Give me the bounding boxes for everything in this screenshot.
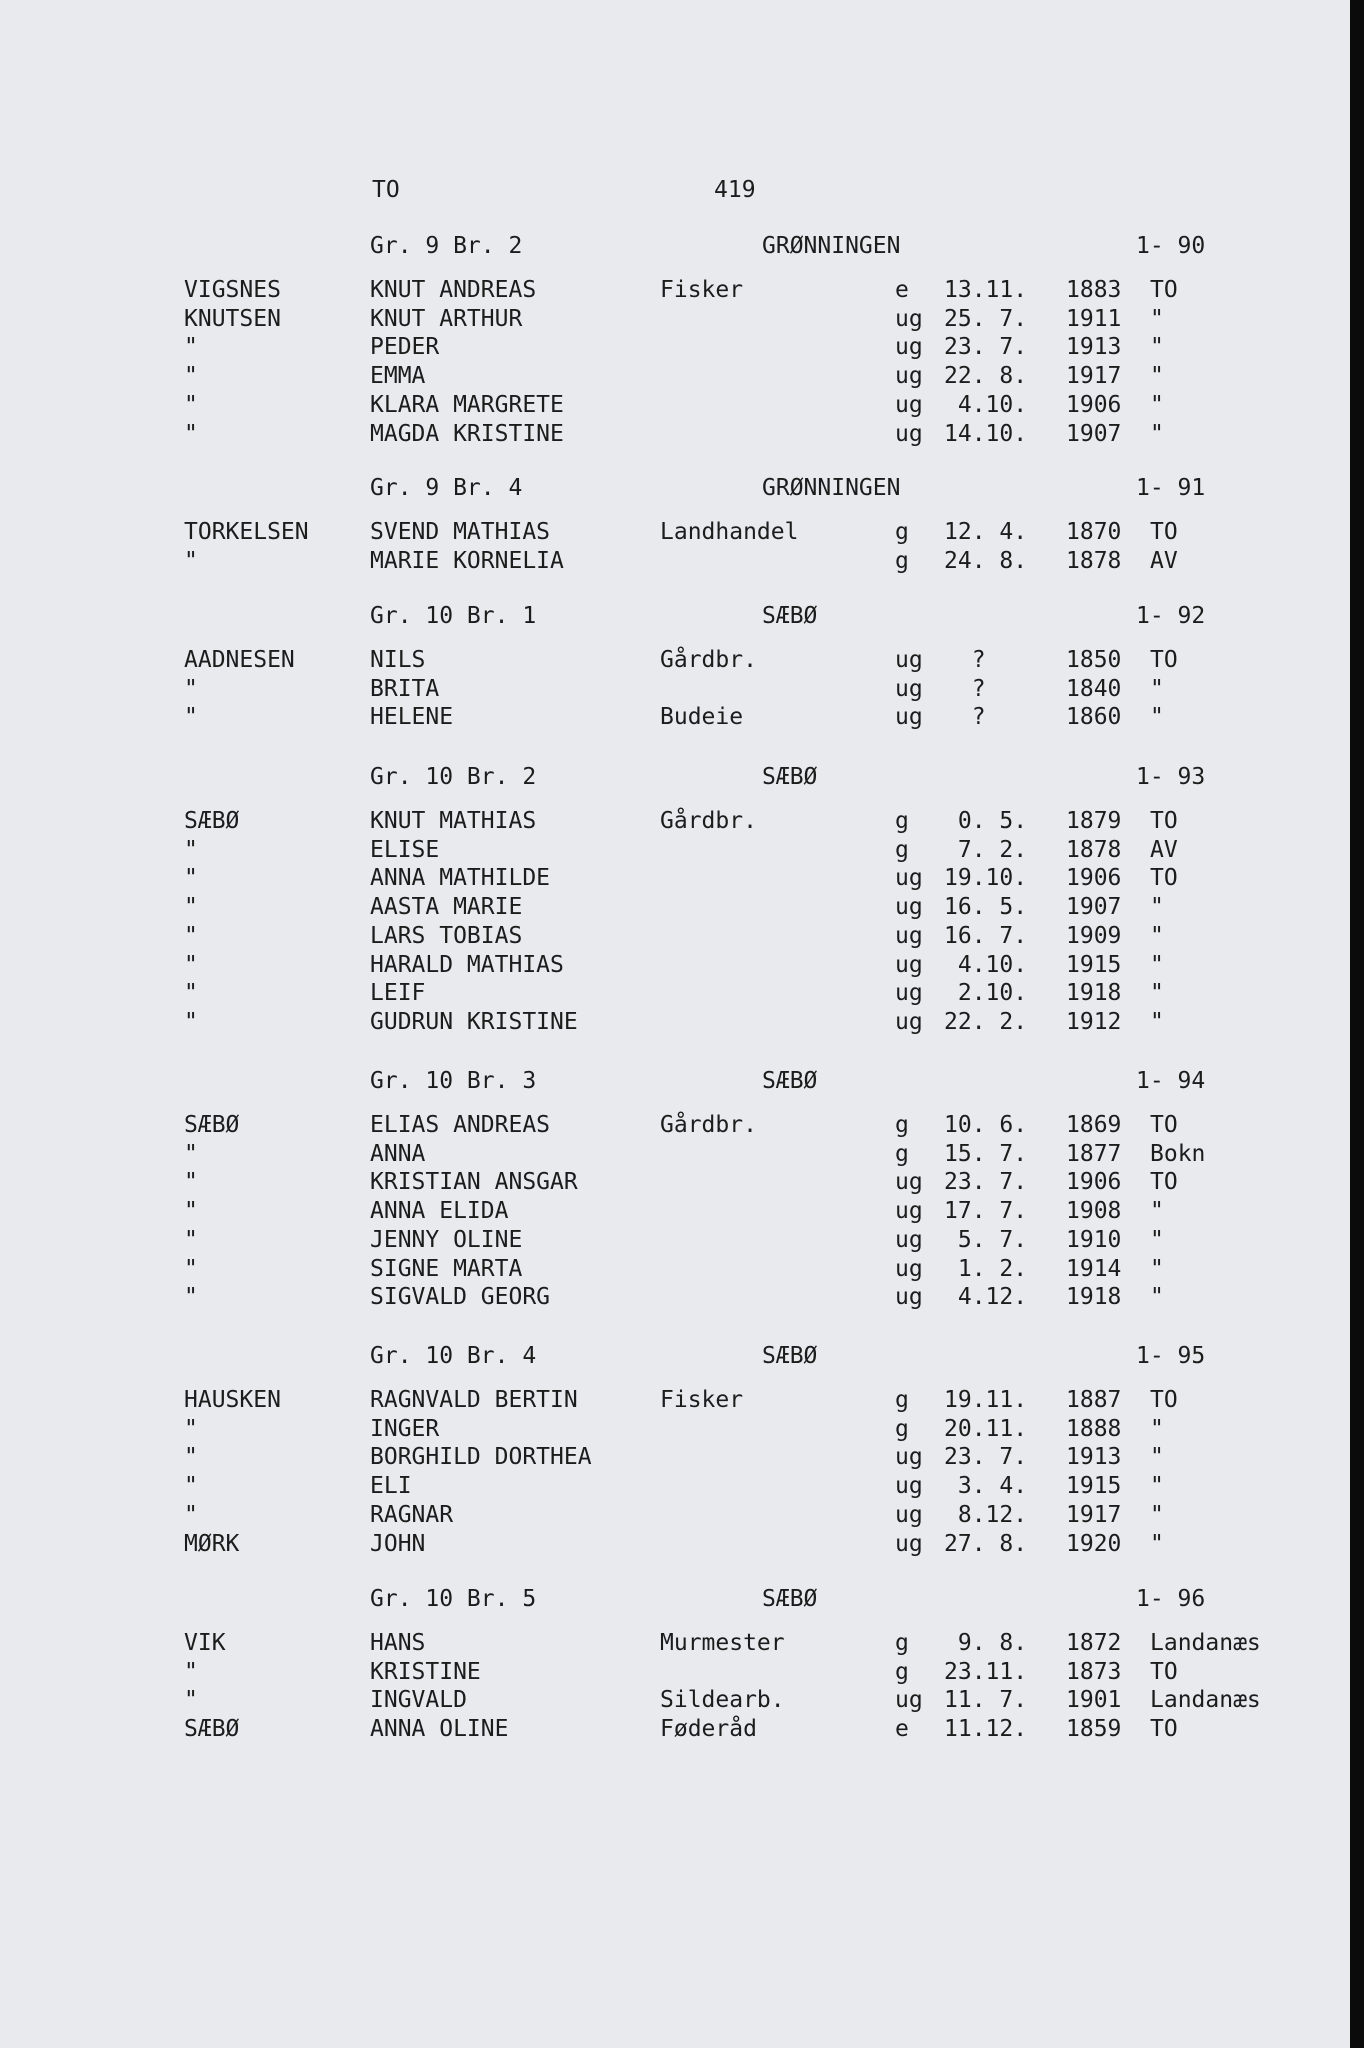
birth-date: 27. 8. (944, 1530, 1028, 1557)
birth-date: 19.10. (944, 865, 1028, 892)
farm-name: SÆBØ (762, 1068, 818, 1094)
birth-year: 1878 (1066, 836, 1122, 863)
surname: " (184, 1501, 198, 1528)
surname: " (184, 1687, 198, 1714)
marital-status: g (895, 808, 909, 834)
marital-status: g (895, 1387, 909, 1413)
birth-place: " (1150, 980, 1164, 1007)
marital-status: ug (895, 865, 923, 892)
marital-status: ug (895, 647, 923, 673)
given-names: SIGVALD GEORG (370, 1284, 551, 1311)
birth-date: 15. 7. (944, 1140, 1028, 1167)
birth-place: TO (1150, 808, 1178, 834)
marital-status: g (895, 547, 909, 574)
occupation: Landhandel (660, 519, 799, 545)
surname: " (184, 334, 198, 361)
person-row (0, 703, 1350, 731)
birth-year: 1913 (1066, 1444, 1122, 1471)
household-code: 1- 95 (1136, 1343, 1206, 1369)
person-row (0, 305, 1350, 333)
person-row (0, 1443, 1350, 1471)
surname: " (184, 704, 198, 731)
person-row (0, 1686, 1350, 1714)
birth-year: 1906 (1066, 865, 1122, 892)
given-names: RAGNVALD BERTIN (370, 1387, 578, 1413)
person-row (0, 518, 1350, 546)
birth-year: 1879 (1066, 808, 1122, 834)
person-row (0, 1501, 1350, 1529)
household-code: 1- 90 (1136, 233, 1206, 259)
given-names: HELENE (370, 704, 454, 731)
birth-place: " (1150, 922, 1164, 949)
birth-place: " (1150, 1284, 1164, 1311)
scan-edge (1350, 0, 1364, 2048)
surname: " (184, 1444, 198, 1471)
section-header (0, 228, 1350, 262)
surname: VIGSNES (184, 277, 281, 303)
marital-status: g (895, 1658, 909, 1685)
birth-year: 1888 (1066, 1415, 1122, 1442)
marital-status: ug (895, 363, 923, 390)
surname: " (184, 391, 198, 418)
surname: SÆBØ (184, 808, 240, 834)
occupation: Gårdbr. (660, 647, 757, 673)
birth-year: 1887 (1066, 1387, 1122, 1413)
birth-place: AV (1150, 547, 1178, 574)
birth-date: 0. 5. (944, 808, 1028, 834)
birth-place: " (1150, 1255, 1164, 1282)
surname: " (184, 1284, 198, 1311)
marital-status: g (895, 836, 909, 863)
property-number: Gr. 10 Br. 3 (370, 1068, 537, 1094)
page-number: 419 (714, 177, 756, 203)
birth-place: Bokn (1150, 1140, 1206, 1167)
marital-status: g (895, 1630, 909, 1656)
surname: " (184, 1140, 198, 1167)
birth-place: " (1150, 1501, 1164, 1528)
marital-status: ug (895, 675, 923, 702)
birth-place: " (1150, 704, 1164, 731)
section-header (0, 470, 1350, 504)
household-code: 1- 93 (1136, 764, 1206, 790)
marital-status: ug (895, 1687, 923, 1714)
birth-year: 1918 (1066, 1284, 1122, 1311)
given-names: KLARA MARGRETE (370, 391, 564, 418)
marital-status: e (895, 277, 909, 303)
given-names: KRISTIAN ANSGAR (370, 1169, 578, 1196)
birth-place: Landanæs (1150, 1687, 1261, 1714)
farm-name: GRØNNINGEN (762, 233, 901, 259)
birth-date: 8.12. (944, 1501, 1028, 1528)
birth-place: TO (1150, 1112, 1178, 1138)
birth-year: 1920 (1066, 1530, 1122, 1557)
birth-year: 1918 (1066, 980, 1122, 1007)
marital-status: ug (895, 1444, 923, 1471)
birth-year: 1901 (1066, 1687, 1122, 1714)
birth-place: " (1150, 334, 1164, 361)
person-row (0, 675, 1350, 703)
birth-date: 23. 7. (944, 334, 1028, 361)
birth-date: 11. 7. (944, 1687, 1028, 1714)
birth-date: 19.11. (944, 1387, 1028, 1413)
surname: SÆBØ (184, 1716, 240, 1743)
surname: " (184, 363, 198, 390)
person-row (0, 420, 1350, 448)
person-row (0, 362, 1350, 390)
surname: " (184, 675, 198, 702)
birth-year: 1877 (1066, 1140, 1122, 1167)
section-header (0, 1063, 1350, 1097)
birth-date: 7. 2. (944, 836, 1028, 863)
marital-status: g (895, 1415, 909, 1442)
given-names: AASTA MARIE (370, 894, 523, 921)
birth-place: " (1150, 391, 1164, 418)
birth-place: " (1150, 1198, 1164, 1225)
surname: MØRK (184, 1530, 240, 1557)
marital-status: e (895, 1716, 909, 1743)
birth-year: 1912 (1066, 1008, 1122, 1035)
given-names: NILS (370, 647, 426, 673)
marital-status: ug (895, 420, 923, 447)
marital-status: ug (895, 1255, 923, 1282)
given-names: GUDRUN KRISTINE (370, 1008, 578, 1035)
person-row (0, 276, 1350, 304)
birth-date: 13.11. (944, 277, 1028, 303)
birth-year: 1911 (1066, 305, 1122, 332)
birth-place: " (1150, 951, 1164, 978)
given-names: RAGNAR (370, 1501, 454, 1528)
surname: HAUSKEN (184, 1387, 281, 1413)
household-code: 1- 94 (1136, 1068, 1206, 1094)
birth-place: " (1150, 363, 1164, 390)
birth-place: TO (1150, 865, 1178, 892)
given-names: KNUT ANDREAS (370, 277, 537, 303)
person-row (0, 922, 1350, 950)
birth-place: " (1150, 305, 1164, 332)
farm-name: GRØNNINGEN (762, 475, 901, 501)
occupation: Fisker (660, 277, 744, 303)
occupation: Føderåd (660, 1716, 757, 1743)
farm-name: SÆBØ (762, 1343, 818, 1369)
surname: " (184, 1226, 198, 1253)
surname: " (184, 951, 198, 978)
birth-date: 16. 5. (944, 894, 1028, 921)
given-names: ANNA OLINE (370, 1716, 509, 1743)
given-names: ANNA ELIDA (370, 1198, 509, 1225)
occupation: Gårdbr. (660, 808, 757, 834)
header-left: TO (372, 177, 400, 203)
household-code: 1- 91 (1136, 475, 1206, 501)
given-names: EMMA (370, 363, 426, 390)
marital-status: g (895, 1112, 909, 1138)
marital-status: ug (895, 980, 923, 1007)
surname: " (184, 1198, 198, 1225)
given-names: KNUT ARTHUR (370, 305, 523, 332)
surname: " (184, 865, 198, 892)
person-row (0, 547, 1350, 575)
birth-place: " (1150, 420, 1164, 447)
birth-year: 1872 (1066, 1630, 1122, 1656)
birth-place: " (1150, 1530, 1164, 1557)
given-names: INGVALD (370, 1687, 467, 1714)
person-row (0, 1283, 1350, 1311)
household-code: 1- 96 (1136, 1586, 1206, 1612)
birth-place: " (1150, 1473, 1164, 1500)
birth-date: 23.11. (944, 1658, 1028, 1685)
person-row (0, 391, 1350, 419)
marital-status: ug (895, 391, 923, 418)
marital-status: ug (895, 334, 923, 361)
occupation: Fisker (660, 1387, 744, 1413)
birth-year: 1869 (1066, 1112, 1122, 1138)
person-row (0, 1111, 1350, 1139)
person-row (0, 1255, 1350, 1283)
birth-year: 1878 (1066, 547, 1122, 574)
person-row (0, 1415, 1350, 1443)
birth-place: " (1150, 1444, 1164, 1471)
person-row (0, 1658, 1350, 1686)
birth-date: ? (944, 647, 986, 673)
given-names: ELIAS ANDREAS (370, 1112, 551, 1138)
person-row (0, 333, 1350, 361)
farm-name: SÆBØ (762, 1586, 818, 1612)
birth-date: ? (944, 704, 986, 731)
birth-year: 1915 (1066, 951, 1122, 978)
surname: " (184, 1169, 198, 1196)
given-names: KNUT MATHIAS (370, 808, 537, 834)
given-names: PEDER (370, 334, 440, 361)
birth-place: " (1150, 675, 1164, 702)
birth-date: 5. 7. (944, 1226, 1028, 1253)
birth-date: 20.11. (944, 1415, 1028, 1442)
marital-status: g (895, 519, 909, 545)
surname: AADNESEN (184, 647, 295, 673)
birth-date: 4.12. (944, 1284, 1028, 1311)
given-names: MARIE KORNELIA (370, 547, 564, 574)
surname: " (184, 420, 198, 447)
birth-place: AV (1150, 836, 1178, 863)
property-number: Gr. 10 Br. 4 (370, 1343, 537, 1369)
given-names: KRISTINE (370, 1658, 481, 1685)
person-row (0, 836, 1350, 864)
marital-status: ug (895, 1198, 923, 1225)
birth-date: 12. 4. (944, 519, 1028, 545)
occupation: Sildearb. (660, 1687, 785, 1714)
property-number: Gr. 10 Br. 5 (370, 1586, 537, 1612)
marital-status: ug (895, 1501, 923, 1528)
birth-year: 1850 (1066, 647, 1122, 673)
birth-date: 2.10. (944, 980, 1028, 1007)
person-row (0, 979, 1350, 1007)
birth-place: " (1150, 894, 1164, 921)
occupation: Budeie (660, 704, 744, 731)
person-row (0, 807, 1350, 835)
surname: " (184, 547, 198, 574)
birth-place: TO (1150, 1169, 1178, 1196)
given-names: ANNA MATHILDE (370, 865, 551, 892)
birth-date: 22. 8. (944, 363, 1028, 390)
given-names: HARALD MATHIAS (370, 951, 564, 978)
surname: " (184, 894, 198, 921)
person-row (0, 1530, 1350, 1558)
given-names: SIGNE MARTA (370, 1255, 523, 1282)
given-names: BORGHILD DORTHEA (370, 1444, 592, 1471)
section-header (0, 1338, 1350, 1372)
birth-date: 16. 7. (944, 922, 1028, 949)
marital-status: ug (895, 922, 923, 949)
marital-status: ug (895, 894, 923, 921)
surname: KNUTSEN (184, 305, 281, 332)
birth-year: 1915 (1066, 1473, 1122, 1500)
section-header (0, 1581, 1350, 1615)
birth-year: 1883 (1066, 277, 1122, 303)
marital-status: ug (895, 1530, 923, 1557)
birth-date: 10. 6. (944, 1112, 1028, 1138)
birth-year: 1860 (1066, 704, 1122, 731)
person-row (0, 1472, 1350, 1500)
property-number: Gr. 10 Br. 1 (370, 603, 537, 629)
section-header (0, 598, 1350, 632)
birth-place: TO (1150, 277, 1178, 303)
person-row (0, 1715, 1350, 1743)
birth-place: TO (1150, 1716, 1178, 1743)
birth-year: 1910 (1066, 1226, 1122, 1253)
surname: VIK (184, 1630, 226, 1656)
property-number: Gr. 9 Br. 2 (370, 233, 523, 259)
given-names: JOHN (370, 1530, 426, 1557)
marital-status: ug (895, 704, 923, 731)
surname: TORKELSEN (184, 519, 309, 545)
person-row (0, 1008, 1350, 1036)
surname: " (184, 1255, 198, 1282)
birth-date: 23. 7. (944, 1169, 1028, 1196)
birth-place: " (1150, 1415, 1164, 1442)
person-row (0, 1386, 1350, 1414)
surname: " (184, 1473, 198, 1500)
occupation: Murmester (660, 1630, 785, 1656)
surname: " (184, 980, 198, 1007)
birth-date: 9. 8. (944, 1630, 1028, 1656)
given-names: LARS TOBIAS (370, 922, 523, 949)
birth-year: 1914 (1066, 1255, 1122, 1282)
person-row (0, 864, 1350, 892)
occupation: Gårdbr. (660, 1112, 757, 1138)
person-row (0, 1226, 1350, 1254)
marital-status: ug (895, 1284, 923, 1311)
surname: " (184, 922, 198, 949)
birth-year: 1906 (1066, 391, 1122, 418)
marital-status: ug (895, 1008, 923, 1035)
surname: " (184, 1415, 198, 1442)
given-names: HANS (370, 1630, 426, 1656)
marital-status: g (895, 1140, 909, 1167)
given-names: MAGDA KRISTINE (370, 420, 564, 447)
birth-year: 1870 (1066, 519, 1122, 545)
birth-year: 1908 (1066, 1198, 1122, 1225)
person-row (0, 646, 1350, 674)
birth-year: 1917 (1066, 1501, 1122, 1528)
birth-date: 23. 7. (944, 1444, 1028, 1471)
birth-year: 1907 (1066, 420, 1122, 447)
birth-date: 25. 7. (944, 305, 1028, 332)
birth-date: ? (944, 675, 986, 702)
birth-date: 1. 2. (944, 1255, 1028, 1282)
property-number: Gr. 9 Br. 4 (370, 475, 523, 501)
given-names: ELI (370, 1473, 412, 1500)
section-header (0, 759, 1350, 793)
birth-place: " (1150, 1008, 1164, 1035)
person-row (0, 1140, 1350, 1168)
given-names: JENNY OLINE (370, 1226, 523, 1253)
marital-status: ug (895, 1226, 923, 1253)
birth-year: 1840 (1066, 675, 1122, 702)
given-names: ANNA (370, 1140, 426, 1167)
birth-date: 4.10. (944, 391, 1028, 418)
birth-year: 1917 (1066, 363, 1122, 390)
birth-place: " (1150, 1226, 1164, 1253)
birth-date: 14.10. (944, 420, 1028, 447)
birth-date: 3. 4. (944, 1473, 1028, 1500)
farm-name: SÆBØ (762, 764, 818, 790)
property-number: Gr. 10 Br. 2 (370, 764, 537, 790)
birth-date: 17. 7. (944, 1198, 1028, 1225)
birth-year: 1913 (1066, 334, 1122, 361)
person-row (0, 1197, 1350, 1225)
marital-status: ug (895, 951, 923, 978)
given-names: INGER (370, 1415, 440, 1442)
birth-year: 1906 (1066, 1169, 1122, 1196)
person-row (0, 1629, 1350, 1657)
surname: " (184, 836, 198, 863)
given-names: BRITA (370, 675, 440, 702)
person-row (0, 1168, 1350, 1196)
birth-place: TO (1150, 1387, 1178, 1413)
given-names: ELISE (370, 836, 440, 863)
farm-name: SÆBØ (762, 603, 818, 629)
birth-place: TO (1150, 1658, 1178, 1685)
birth-place: Landanæs (1150, 1630, 1261, 1656)
birth-year: 1907 (1066, 894, 1122, 921)
birth-place: TO (1150, 647, 1178, 673)
marital-status: ug (895, 305, 923, 332)
birth-year: 1909 (1066, 922, 1122, 949)
birth-date: 22. 2. (944, 1008, 1028, 1035)
birth-date: 4.10. (944, 951, 1028, 978)
surname: " (184, 1658, 198, 1685)
given-names: LEIF (370, 980, 426, 1007)
birth-date: 24. 8. (944, 547, 1028, 574)
marital-status: ug (895, 1473, 923, 1500)
person-row (0, 951, 1350, 979)
birth-year: 1873 (1066, 1658, 1122, 1685)
birth-date: 11.12. (944, 1716, 1028, 1743)
page-header (0, 172, 1350, 208)
surname: " (184, 1008, 198, 1035)
marital-status: ug (895, 1169, 923, 1196)
household-code: 1- 92 (1136, 603, 1206, 629)
birth-place: TO (1150, 519, 1178, 545)
birth-year: 1859 (1066, 1716, 1122, 1743)
surname: SÆBØ (184, 1112, 240, 1138)
given-names: SVEND MATHIAS (370, 519, 551, 545)
person-row (0, 893, 1350, 921)
